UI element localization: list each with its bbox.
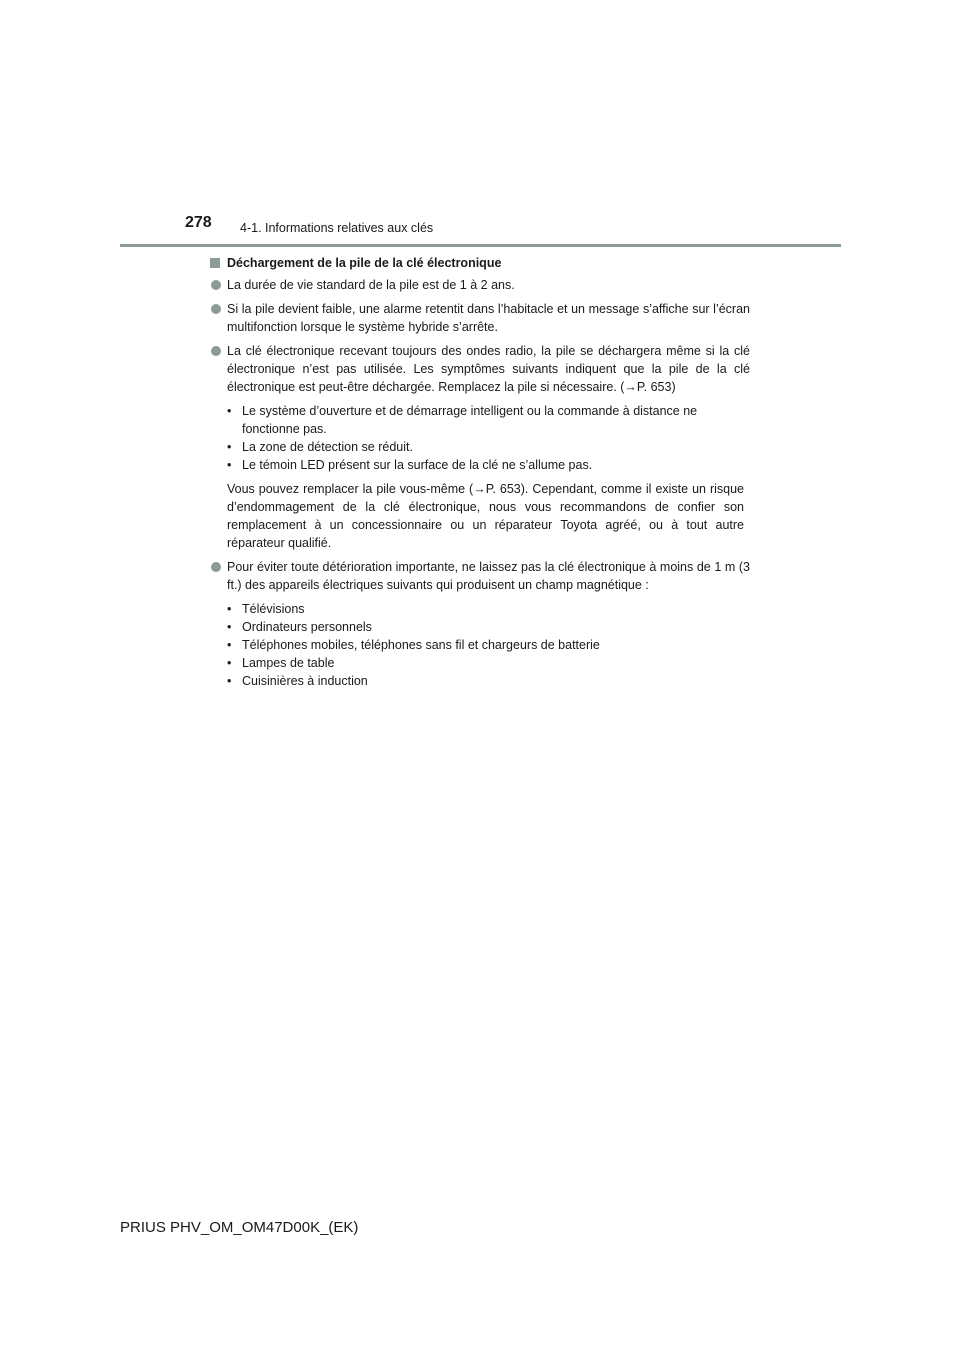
appliances-list: [210, 600, 750, 690]
sub-list-item: • Le témoin LED présent sur la surface de la clé ne s’allume pas.: [227, 458, 593, 472]
sub-list-item-text: Lampes de table: [242, 656, 335, 670]
sub-list-item-text: Téléphones mobiles, téléphones sans fil et chargeurs de batterie: [242, 638, 600, 652]
sub-list-item-text: Le système d’ouverture et de démarrage intelligent ou la commande à distance ne fonctionne pas.: [242, 404, 698, 436]
symptoms-list: [210, 402, 750, 474]
section-heading: [210, 254, 750, 272]
list-item: [210, 342, 750, 396]
sub-list-item: • Télévisions: [227, 602, 305, 616]
list-item-text: La clé électronique recevant toujours des ondes radio, la pile se déchargera même si la clé électronique n’est pas utilisée. Les symptômes suivants indiquent que la pile de la clé électronique est peut-être déchargée. Remplacez la pile si nécessaire. (→P. 653): [227, 344, 750, 394]
footer-document-code: PRIUS PHV_OM_OM47D00K_(EK): [120, 1219, 359, 1236]
sub-list-item-text: La zone de détection se réduit.: [242, 440, 413, 454]
list-item: [210, 276, 750, 294]
header-rule: [120, 244, 841, 247]
sub-list-item: • La zone de détection se réduit.: [227, 440, 413, 454]
replace-note: Vous pouvez remplacer la pile vous-même (→P. 653). Cependant, comme il existe un risque d’endommagement de la clé électronique, nous vous recommandons de confier son remplacement à un concessionnaire ou un réparateur Toyota agréé, ou à tout autre réparateur qualifié.: [227, 482, 744, 550]
round-bullet-icon: [211, 304, 221, 314]
list-item-text: Pour éviter toute détérioration importante, ne laissez pas la clé électronique à moins de 1 m (3 ft.) des appareils électriques suivants qui produisent un champ magnétique :: [227, 560, 750, 592]
list-item: [210, 300, 750, 336]
square-bullet-icon: [210, 258, 220, 268]
list-item: [210, 558, 750, 594]
page-number: 278: [185, 214, 212, 231]
sub-list-item-text: Le témoin LED présent sur la surface de la clé ne s’allume pas.: [242, 458, 593, 472]
sub-list-item: • Cuisinières à induction: [227, 674, 368, 688]
sub-list-item: • Téléphones mobiles, téléphones sans fil et chargeurs de batterie: [227, 638, 600, 652]
sub-list-item: • Le système d’ouverture et de démarrage intelligent ou la commande à distance ne fonctionne pas.: [227, 404, 698, 436]
section-title: 4-1. Informations relatives aux clés: [240, 221, 434, 235]
page-content: [210, 254, 750, 696]
sub-list-item: • Lampes de table: [227, 656, 335, 670]
round-bullet-icon: [211, 280, 221, 290]
sub-list-item-text: Télévisions: [242, 602, 305, 616]
sub-list-item-text: Cuisinières à induction: [242, 674, 368, 688]
round-bullet-icon: [211, 346, 221, 356]
round-bullet-icon: [211, 562, 221, 572]
sub-list-item-text: Ordinateurs personnels: [242, 620, 372, 634]
sub-list-item: • Ordinateurs personnels: [227, 620, 372, 634]
list-item-text: Si la pile devient faible, une alarme retentit dans l’habitacle et un message s’affiche sur l’écran multifonction lorsque le système hybride s’arrête.: [227, 302, 750, 334]
section-heading-text: Déchargement de la pile de la clé électronique: [227, 256, 502, 270]
list-item-text: La durée de vie standard de la pile est de 1 à 2 ans.: [227, 278, 515, 292]
